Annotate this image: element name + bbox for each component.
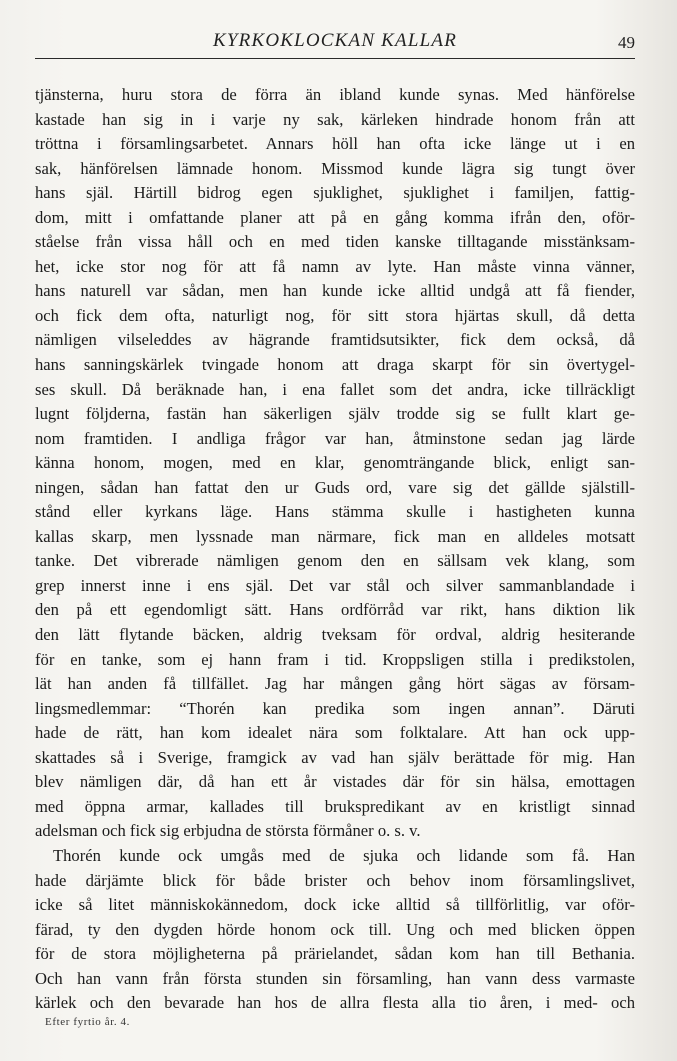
text-line: hade därjämte blick för både brister och behov inom församlingslivet, [35,870,635,890]
text-line: sak, hänförelsen lämnade honom. Missmod kunde lägra sig tungt över [35,158,635,178]
text-line: den på ett egendomligt sätt. Hans ordförråd var rikt, hans diktion lik [35,600,635,620]
text-line: kärlek och den bevarade han hos de allra flesta alla tio åren, i med- och [35,993,635,1013]
text-line: icke så litet människokännedom, dock icke alltid så tillförlitlig, var oför- [35,895,635,915]
text-line: lingsmedlemmar: “Thorén kan predika som ingen annan”. Däruti [35,698,635,718]
text-line: dom, mitt i omfattande planer att på en gång komma ifrån den, oför- [35,207,635,227]
footer-signature: Efter fyrtio år. 4. [45,1016,131,1028]
text-line: grep innerst inne i ens själ. Det var stål och silver sammanblandade i [35,575,635,595]
text-line: het, icke stor nog för att få namn av lyte. Han måste vinna vänner, [35,256,635,276]
page-number: 49 [618,33,635,52]
body-text [35,83,635,1016]
text-line: för de stora möjligheterna på prärielandet, sådan kom han till Bethania. [35,944,635,964]
text-line: hans naturell var sådan, men han kunde icke alltid undgå att få fiender, [35,281,635,301]
text-line: Och han vann från första stunden sin församling, han vann dess varmaste [35,968,635,988]
text-line: ningen, sådan han fattat den ur Guds ord, vare sig det gällde själstill- [35,477,635,497]
text-line: nämligen vilseleddes av hägrande framtidsutsikter, fick dem också, då [35,330,635,350]
text-line: stånd eller kyrkans läge. Hans stämma skulle i hastigheten kunna [35,502,635,522]
text-line: lät han anden få tillfället. Jag har mången gång hört sägas av försam- [35,674,635,694]
text-line: för en tanke, som ej hann fram i tid. Kroppsligen stilla i predikstolen, [35,649,635,669]
text-line: skattades så i Sverige, framgick av vad han själv berättade för mig. Han [35,747,635,767]
text-line: nom framtiden. I andliga frågor var han, åtminstone sedan jag lärde [35,428,635,448]
text-line: färad, ty den dygden hörde honom ock till. Ung och med blicken öppen [35,919,635,939]
running-title: KYRKOKLOCKAN KALLAR [213,30,457,51]
text-line-paragraph-end: adelsman och fick sig erbjudna de största förmåner o. s. v. [35,821,421,841]
text-line: ses skull. Då beräknade han, i ena fallet som det andra, icke tillräckligt [35,379,635,399]
text-line-paragraph-start: Thorén kunde ock umgås med de sjuka och lidande som få. Han [53,845,635,865]
text-line: blev nämligen där, då han ett år vistades där för sin hälsa, emottagen [35,772,635,792]
text-line: kallas skarp, men lyssnade man närmare, fick man en alldeles motsatt [35,526,635,546]
running-head [35,26,635,56]
text-line: lugnt följderna, fastän han säkerligen själv trodde sig se fullt klart ge- [35,404,635,424]
text-line: kastade han sig in i varje ny sak, kärleken hindrade honom från att [35,109,635,129]
text-line: och fick dem ofta, naturligt nog, för sitt stora hjärtas skull, då detta [35,305,635,325]
text-line: med öppna armar, kallades till brukspredikant av en kristligt sinnad [35,796,635,816]
header-rule [35,58,635,59]
text-line: hans själ. Härtill bidrog egen sjuklighet, sjuklighet i familjen, fattig- [35,183,635,203]
text-line: känna honom, mogen, med en klar, genomträngande blick, enligt san- [35,453,635,473]
text-line: tröttna i församlingsarbetet. Annars höll han ofta icke länge ut i en [35,134,635,154]
text-line: hans sanningskärlek tvingade honom att draga skarpt för sin övertygel- [35,355,635,375]
text-line: hade de rätt, han kom idealet nära som folktalare. Att han ock upp- [35,723,635,743]
text-line: tjänsterna, huru stora de förra än ibland kunde synas. Med hänförelse [35,85,635,104]
text-line: den lätt flytande bäcken, aldrig tveksam för ordval, aldrig hesiterande [35,625,635,645]
text-line: tanke. Det vibrerade nämligen genom den en sällsam vek klang, som [35,551,635,571]
text-line: ståelse från vissa håll och en med tiden kanske tilltagande misstänksam- [35,232,635,252]
